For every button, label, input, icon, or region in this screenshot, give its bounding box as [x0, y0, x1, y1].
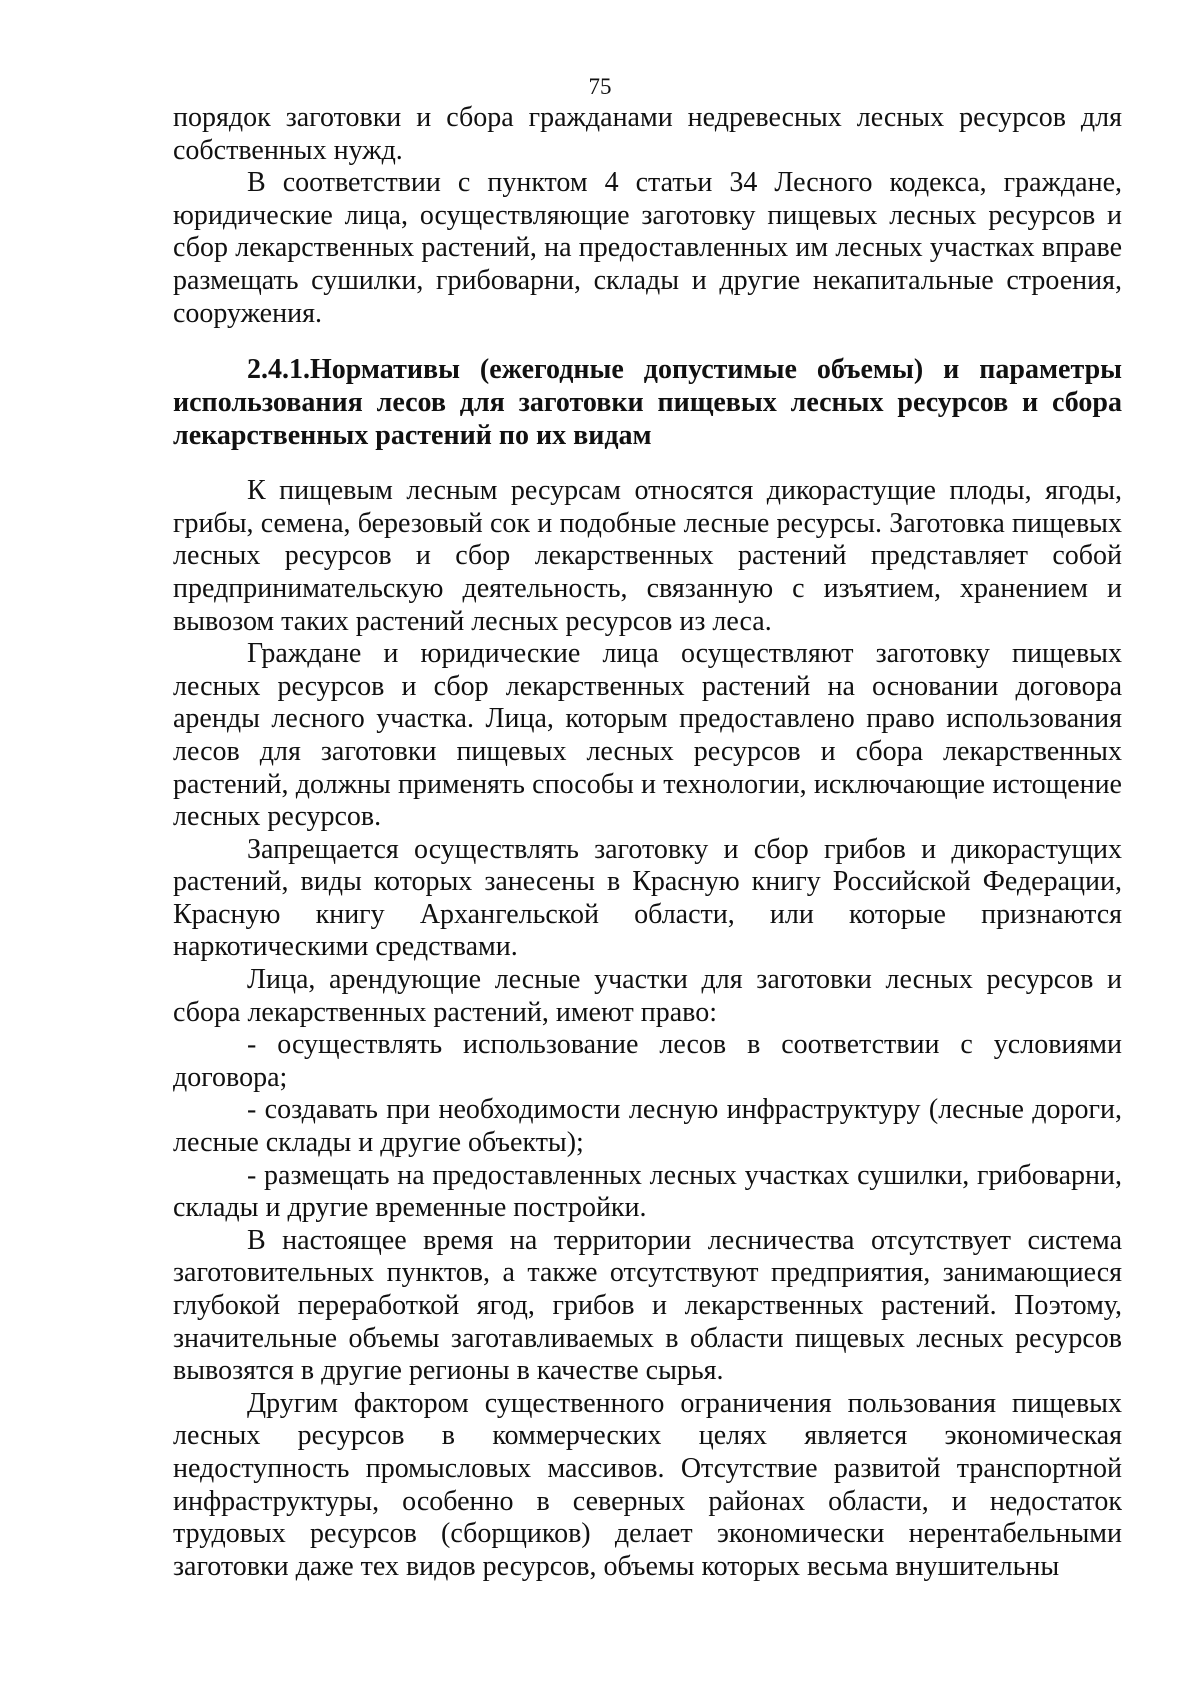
- list-item-buildings: - размещать на предоставленных лесных участках сушилки, грибоварни, склады и другие временные постройки.: [173, 1159, 1122, 1224]
- paragraph-citizens-entities: Граждане и юридические лица осуществляют заготовку пищевых лесных ресурсов и сбор лекарственных растений на основании договора аренды лесного участка. Лица, которым предоставлено право использования лесов для заготовки пищевых лесных ресурсов и сбора лекарственных растений, должны применять способы и технологии, исключающие истощение лесных ресурсов.: [173, 638, 1122, 833]
- section-heading: 2.4.1.Нормативы (ежегодные допустимые объемы) и параметры использования лесов для заготовки пищевых лесных ресурсов и сбора лекарственных растений по их видам: [173, 354, 1122, 452]
- paragraph-other-factor: Другим фактором существенного ограничения пользования пищевых лесных ресурсов в коммерческих целях является экономическая недоступность промысловых массивов. Отсутствие развитой транспортной инфраструктуры, особенно в северных районах области, и недостаток трудовых ресурсов (сборщиков) делает экономически нерентабельными заготовки даже тех видов ресурсов, объемы которых весьма внушительны: [173, 1387, 1122, 1582]
- paragraph-forest-code: В соответствии с пунктом 4 статьи 34 Лесного кодекса, граждане, юридические лица, осуществляющие заготовку пищевых лесных ресурсов и сбор лекарственных растений, на предоставленных им лесных участках вправе размещать сушилки, грибоварни, склады и другие некапитальные строения, сооружения.: [173, 167, 1122, 329]
- paragraph-lessee-rights: Лица, арендующие лесные участки для заготовки лесных ресурсов и сбора лекарственных растений, имеют право:: [173, 964, 1122, 1028]
- paragraph-current-state: В настоящее время на территории лесничества отсутствует система заготовительных пунктов, а также отсутствуют предприятия, занимающиеся глубокой переработкой ягод, грибов и лекарственных растений. Поэтому, значительные объемы заготавливаемых в области пищевых лесных ресурсов вывозятся в другие регионы в качестве сырья.: [173, 1224, 1122, 1387]
- paragraph-food-resources: К пищевым лесным ресурсам относятся дикорастущие плоды, ягоды, грибы, семена, березовый сок и подобные лесные ресурсы. Заготовка пищевых лесных ресурсов и сбор лекарственных растений представляет собой предпринимательскую деятельность, связанную с изъятием, хранением и вывозом таких растений лесных ресурсов из леса.: [173, 475, 1122, 637]
- list-item-infrastructure: - создавать при необходимости лесную инфраструктуру (лесные дороги, лесные склады и другие объекты);: [173, 1094, 1122, 1159]
- paragraph-prohibition: Запрещается осуществлять заготовку и сбор грибов и дикорастущих растений, виды которых занесены в Красную книгу Российской Федерации, Красную книгу Архангельской области, или которые признаются наркотическими средствами.: [173, 833, 1122, 963]
- list-item-use-forests: - осуществлять использование лесов в соответствии с условиями договора;: [173, 1029, 1122, 1093]
- document-body: [173, 102, 1122, 1583]
- paragraph-continuation: порядок заготовки и сбора гражданами недревесных лесных ресурсов для собственных нужд.: [173, 102, 1122, 166]
- page-number: 75: [588, 74, 612, 99]
